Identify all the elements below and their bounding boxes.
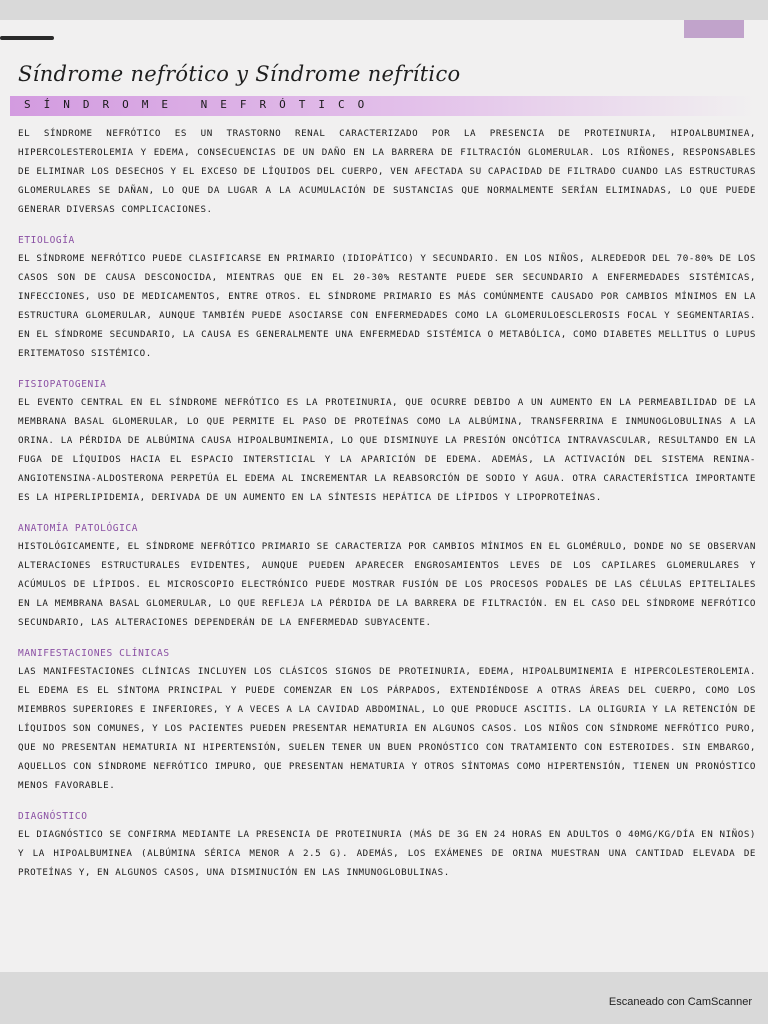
paragraph-anatomia-patologica: HISTOLÓGICAMENTE, EL SÍNDROME NEFRÓTICO PRIMARIO SE CARACTERIZA POR CAMBIOS MÍNIMOS EN EL GLOMÉRULO, DONDE NO SE OBSERVAN ALTERACIONES ESTRUCTURALES EVIDENTES, AUNQUE PUEDEN APARECER ENGROSAMIENTOS LEVES DE LOS CAPILARES GLOMERULARES Y ACÚMULOS DE LÍPIDOS. EL MICROSCOPIO ELECTRÓNICO PUEDE MOSTRAR FUSIÓN DE LOS PROCESOS PODALES DE LAS CÉLULAS EPITELIALES EN LA MEMBRANA BASAL GLOMERULAR, LO QUE REFLEJA LA PÉRDIDA DE LA BARRERA DE FILTRACIÓN. EN EL CASO DEL SÍNDROME NEFRÓTICO SECUNDARIO, LAS ALTERACIONES DEPENDERÁN DE LA ENFERMEDAD SUBYACENTE. bbox=[18, 541, 756, 628]
intro-paragraph: EL SÍNDROME NEFRÓTICO ES UN TRASTORNO RENAL CARACTERIZADO POR LA PRESENCIA DE PROTEINURIA, HIPOALBUMINEA, HIPERCOLESTEROLEMIA Y EDEMA, CONSECUENCIAS DE UN DAÑO EN LA BARRERA DE FILTRACIÓN GLOMERULAR. LOS RIÑONES, RESPONSABLES DE ELIMINAR LOS DESECHOS Y EL EXCESO DE LÍQUIDOS DEL CUERPO, VEN AFECTADA SU CAPACIDAD DE FILTRADO CUANDO LAS ESTRUCTURAS GLOMERULARES SE DAÑAN, LO QUE DA LUGAR A LA ACUMULACIÓN DE SUSTANCIAS QUE NORMALMENTE SERÍAN ELIMINADAS, LO QUE PUEDE GENERAR DIVERSAS COMPLICACIONES. bbox=[18, 128, 756, 215]
page-tab-marker bbox=[684, 20, 744, 38]
pen-mark bbox=[0, 36, 54, 40]
scanner-watermark: Escaneado con CamScanner bbox=[608, 996, 752, 1008]
scanned-page bbox=[0, 20, 768, 972]
heading-etiologia: ETIOLOGÍA bbox=[18, 235, 75, 246]
heading-fisiopatogenia: FISIOPATOGENIA bbox=[18, 379, 107, 390]
heading-anatomia-patologica: ANATOMÍA PATOLÓGICA bbox=[18, 523, 139, 534]
paragraph-manifestaciones-clinicas: LAS MANIFESTACIONES CLÍNICAS INCLUYEN LOS CLÁSICOS SIGNOS DE PROTEINURIA, EDEMA, HIPOALBUMINEMIA E HIPERCOLESTEROLEMIA. EL EDEMA ES EL SÍNTOMA PRINCIPAL Y PUEDE COMENZAR EN LOS PÁRPADOS, EXTENDIÉNDOSE A OTRAS ÁREAS DEL CUERPO, COMO LOS MIEMBROS SUPERIORES E INFERIORES, Y A VECES A LA CAVIDAD ABDOMINAL, LO QUE PRODUCE ASCITIS. LA OLIGURIA Y LA RETENCIÓN DE LÍQUIDOS SON COMUNES, Y LOS PACIENTES PUEDEN PRESENTAR HEMATURIA EN ALGUNOS CASOS. LOS NIÑOS CON SÍNDROME NEFRÓTICO PURO, QUE NO PRESENTAN HEMATURIA NI HIPERTENSIÓN, SUELEN TENER UN BUEN PRONÓSTICO CON TRATAMIENTO CON ESTEROIDES. SIN EMBARGO, AQUELLOS CON SÍNDROME NEFRÓTICO IMPURO, QUE PRESENTAN HEMATURIA Y OTROS SÍNTOMAS COMO HIPERTENSIÓN, TIENEN UN PRONÓSTICO MENOS FAVORABLE. bbox=[18, 666, 756, 791]
document-body bbox=[18, 124, 756, 882]
section-banner bbox=[10, 96, 755, 116]
paragraph-fisiopatogenia: EL EVENTO CENTRAL EN EL SÍNDROME NEFRÓTICO ES LA PROTEINURIA, QUE OCURRE DEBIDO A UN AUMENTO EN LA PERMEABILIDAD DE LA MEMBRANA BASAL GLOMERULAR, LO QUE PERMITE EL PASO DE PROTEÍNAS COMO LA ALBÚMINA, TRANSFERRINA E INMUNOGLOBULINAS A LA ORINA. LA PÉRDIDA DE ALBÚMINA CAUSA HIPOALBUMINEMIA, LO QUE DISMINUYE LA PRESIÓN ONCÓTICA INTRAVASCULAR, RESULTANDO EN LA FUGA DE LÍQUIDOS HACIA EL ESPACIO INTERSTICIAL Y LA APARICIÓN DE EDEMA. ADEMÁS, LA ACTIVACIÓN DEL SISTEMA RENINA-ANGIOTENSINA-ALDOSTERONA PERPETÚA EL EDEMA AL INCREMENTAR LA REABSORCIÓN DE SODIO Y AGUA. OTRA CARACTERÍSTICA IMPORTANTE ES LA HIPERLIPIDEMIA, DERIVADA DE UN AUMENTO EN LA SÍNTESIS HEPÁTICA DE LÍPIDOS Y LIPOPROTEÍNAS. bbox=[18, 397, 756, 503]
page-title: Síndrome nefrótico y Síndrome nefrítico bbox=[18, 62, 461, 86]
paragraph-diagnostico: EL DIAGNÓSTICO SE CONFIRMA MEDIANTE LA PRESENCIA DE PROTEINURIA (MÁS DE 3G EN 24 HORAS EN ADULTOS O 40MG/KG/DÍA EN NIÑOS) Y LA HIPOALBUMINEA (ALBÚMINA SÉRICA MENOR A 2.5 G). ADEMÁS, LOS EXÁMENES DE ORINA MUESTRAN UNA CANTIDAD ELEVADA DE PROTEÍNAS Y, EN ALGUNOS CASOS, UNA DISMINUCIÓN EN LAS INMUNOGLOBULINAS. bbox=[18, 829, 756, 878]
heading-manifestaciones-clinicas: MANIFESTACIONES CLÍNICAS bbox=[18, 648, 170, 659]
paragraph-etiologia: EL SÍNDROME NEFRÓTICO PUEDE CLASIFICARSE EN PRIMARIO (IDIOPÁTICO) Y SECUNDARIO. EN LOS NIÑOS, ALREDEDOR DEL 70-80% DE LOS CASOS SON DE CAUSA DESCONOCIDA, MIENTRAS QUE EN EL 20-30% RESTANTE PUEDE SER SECUNDARIO A ENFERMEDADES SISTÉMICAS, INFECCIONES, USO DE MEDICAMENTOS, ENTRE OTROS. EL SÍNDROME PRIMARIO ES MÁS COMÚNMENTE CAUSADO POR CAMBIOS MÍNIMOS EN LA ESTRUCTURA GLOMERULAR, AUNQUE TAMBIÉN PUEDE ASOCIARSE CON ENFERMEDADES COMO LA GLOMERULOESCLEROSIS FOCAL Y SEGMENTARIAS. EN EL SÍNDROME SECUNDARIO, LA CAUSA ES GENERALMENTE UNA ENFERMEDAD SISTÉMICA O METABÓLICA, COMO DIABETES MELLITUS O LUPUS ERITEMATOSO SISTÉMICO. bbox=[18, 253, 756, 359]
heading-diagnostico: DIAGNÓSTICO bbox=[18, 811, 88, 822]
section-banner-label: SÍNDROME NEFRÓTICO bbox=[24, 98, 378, 111]
